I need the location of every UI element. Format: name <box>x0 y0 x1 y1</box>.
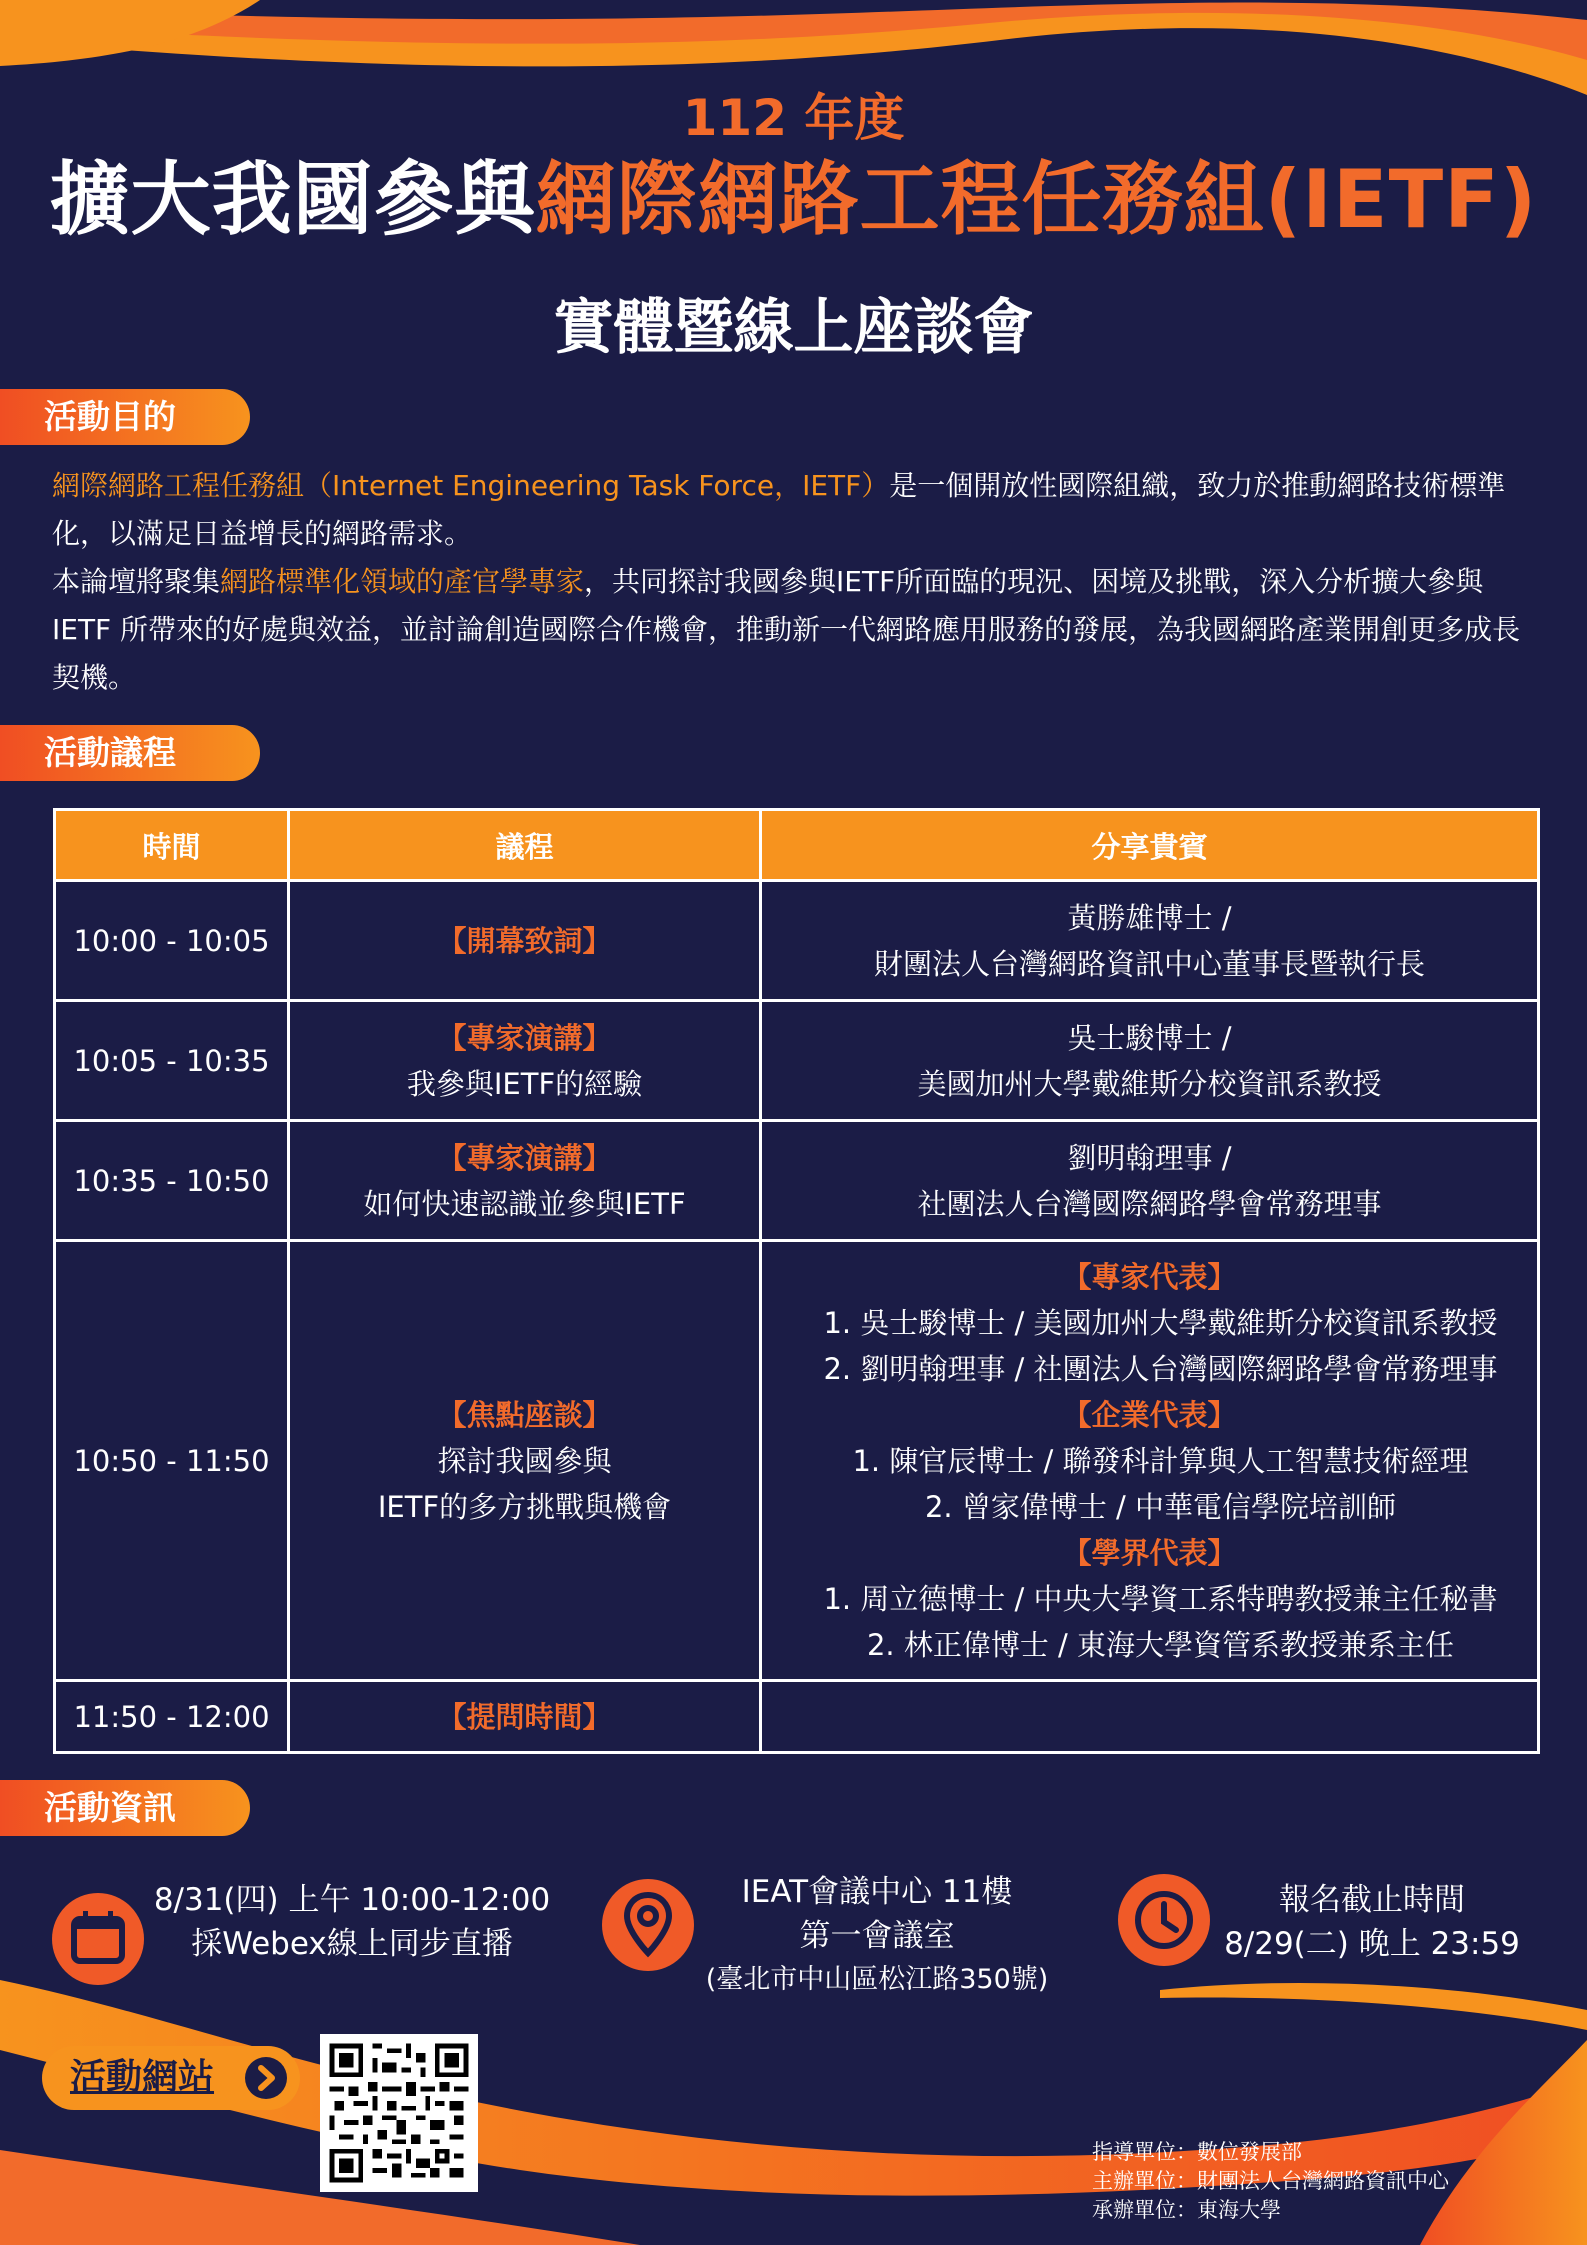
table-row-panel <box>55 1241 1539 1681</box>
info-date <box>152 1878 552 1966</box>
row-guests-empty <box>761 1681 1539 1753</box>
list-item: 2. 曾家偉博士 / 中華電信學院培訓師 <box>924 1489 1397 1524</box>
row-program <box>289 881 761 1001</box>
deadline-label: 報名截止時間 <box>1279 1882 1465 1918</box>
agenda-table <box>53 808 1540 1754</box>
list-item: 1. 周立德博士 / 中央大學資工系特聘教授兼主任秘書 <box>823 1581 1498 1616</box>
row-program <box>289 1681 761 1753</box>
purpose-highlight-ietf: 網際網路工程任務組（Internet Engineering Task Force，IETF） <box>52 469 890 502</box>
purpose-paragraph-1 <box>52 462 1542 558</box>
row-time: 10:00 - 10:05 <box>55 881 289 1001</box>
info-deadline <box>1212 1878 1532 1966</box>
info-venue <box>697 1870 1057 2002</box>
section-label-purpose: 活動目的 <box>0 389 250 445</box>
list-item: 1. 陳官辰博士 / 聯發科計算與人工智慧技術經理 <box>852 1443 1469 1478</box>
website-label[interactable]: 活動網站 <box>70 2057 215 2098</box>
guest-title: 財團法人台灣網路資訊中心董事長暨執行長 <box>873 946 1425 981</box>
row-program <box>289 1121 761 1241</box>
program-tag: 【開幕致詞】 <box>437 923 612 958</box>
title-highlight: 網際網路工程任務組(IETF) <box>535 153 1538 246</box>
guest-name: 吳士駿博士 / <box>1067 1020 1232 1055</box>
row-program <box>289 1001 761 1121</box>
organizer-host: 主辦單位：財團法人台灣網路資訊中心 <box>1092 2169 1449 2193</box>
organizers <box>1092 2138 1449 2225</box>
table-row <box>55 1681 1539 1753</box>
group-title-experts: 【專家代表】 <box>1062 1259 1237 1294</box>
program-tag: 【專家演講】 <box>437 1020 612 1055</box>
purpose-text-1: 是一個開放性國際組織，致力於推動網路技術標準化，以滿足日益增長的網路需求。 <box>52 469 1506 550</box>
deadline-value: 8/29(二) 晚上 23:59 <box>1224 1926 1520 1962</box>
calendar-icon <box>52 1893 144 1985</box>
purpose-highlight-experts: 網路標準化領域的產官學專家 <box>220 565 585 598</box>
row-time: 10:05 - 10:35 <box>55 1001 289 1121</box>
purpose-text-2a: 本論壇將聚集 <box>52 565 221 598</box>
event-broadcast: 採Webex線上同步直播 <box>191 1926 513 1962</box>
program-tag: 【焦點座談】 <box>437 1397 612 1432</box>
list-item: 1. 吳士駿博士 / 美國加州大學戴維斯分校資訊系教授 <box>823 1305 1498 1340</box>
purpose-paragraph-2 <box>52 558 1542 702</box>
program-tag: 【專家演講】 <box>437 1140 612 1175</box>
guest-name: 黃勝雄博士 / <box>1067 900 1232 935</box>
agenda-header-row <box>55 810 1539 881</box>
clock-icon <box>1118 1874 1210 1966</box>
program-topic: 我參與IETF的經驗 <box>406 1066 643 1101</box>
venue-room: 第一會議室 <box>799 1918 955 1954</box>
row-guests <box>761 881 1539 1001</box>
arrow-right-icon[interactable] <box>245 2057 287 2099</box>
list-item: 2. 林正偉博士 / 東海大學資管系教授兼系主任 <box>866 1627 1455 1662</box>
header-guests: 分享貴賓 <box>761 810 1539 881</box>
row-time: 10:50 - 11:50 <box>55 1241 289 1681</box>
page-subtitle: 實體暨線上座談會 <box>553 293 1034 363</box>
organizer-executor: 承辦單位：東海大學 <box>1092 2198 1281 2222</box>
program-topic: 如何快速認識並參與IETF <box>363 1186 686 1221</box>
table-row <box>55 1121 1539 1241</box>
venue-name: IEAT會議中心 11樓 <box>741 1874 1013 1910</box>
row-time: 11:50 - 12:00 <box>55 1681 289 1753</box>
group-title-industry: 【企業代表】 <box>1062 1397 1237 1432</box>
guest-title: 美國加州大學戴維斯分校資訊系教授 <box>917 1066 1382 1101</box>
header-time: 時間 <box>55 810 289 881</box>
list-item: 2. 劉明翰理事 / 社團法人台灣國際網路學會常務理事 <box>823 1351 1498 1386</box>
qr-code[interactable] <box>320 2034 478 2192</box>
event-year: 112 年度 <box>682 89 905 147</box>
header-program: 議程 <box>289 810 761 881</box>
row-guests <box>761 1001 1539 1121</box>
row-time: 10:35 - 10:50 <box>55 1121 289 1241</box>
guest-title: 社團法人台灣國際網路學會常務理事 <box>917 1186 1382 1221</box>
event-date-time: 8/31(四) 上午 10:00-12:00 <box>153 1882 551 1918</box>
program-topic-line1: 探討我國參與 <box>437 1443 612 1478</box>
row-guests <box>761 1121 1539 1241</box>
table-row <box>55 1001 1539 1121</box>
row-program <box>289 1241 761 1681</box>
group-title-academia: 【學界代表】 <box>1062 1535 1237 1570</box>
bottom-right-wave <box>1160 1983 1587 2030</box>
table-row <box>55 881 1539 1001</box>
section-label-info: 活動資訊 <box>0 1780 250 1836</box>
program-tag: 【提問時間】 <box>437 1699 612 1734</box>
venue-address: (臺北市中山區松江路350號) <box>705 1964 1049 1995</box>
row-panelists <box>761 1241 1539 1681</box>
organizer-supervisor: 指導單位：數位發展部 <box>1092 2140 1302 2164</box>
section-label-agenda: 活動議程 <box>0 725 260 781</box>
location-pin-icon <box>602 1879 694 1971</box>
program-topic-line2: IETF的多方挑戰與機會 <box>377 1489 672 1524</box>
guest-name: 劉明翰理事 / <box>1067 1140 1232 1175</box>
purpose-text-2b: ，共同探討我國參與IETF所面臨的現況、困境及挑戰，深入分析擴大參與 IETF 所帶來的好處與效益，並討論創造國際合作機會，推動新一代網路應用服務的發展，為我國網路產業開創更多成長契機。 <box>52 565 1521 694</box>
title-prefix: 擴大我國參與 <box>49 153 536 246</box>
page-title <box>0 150 1587 250</box>
